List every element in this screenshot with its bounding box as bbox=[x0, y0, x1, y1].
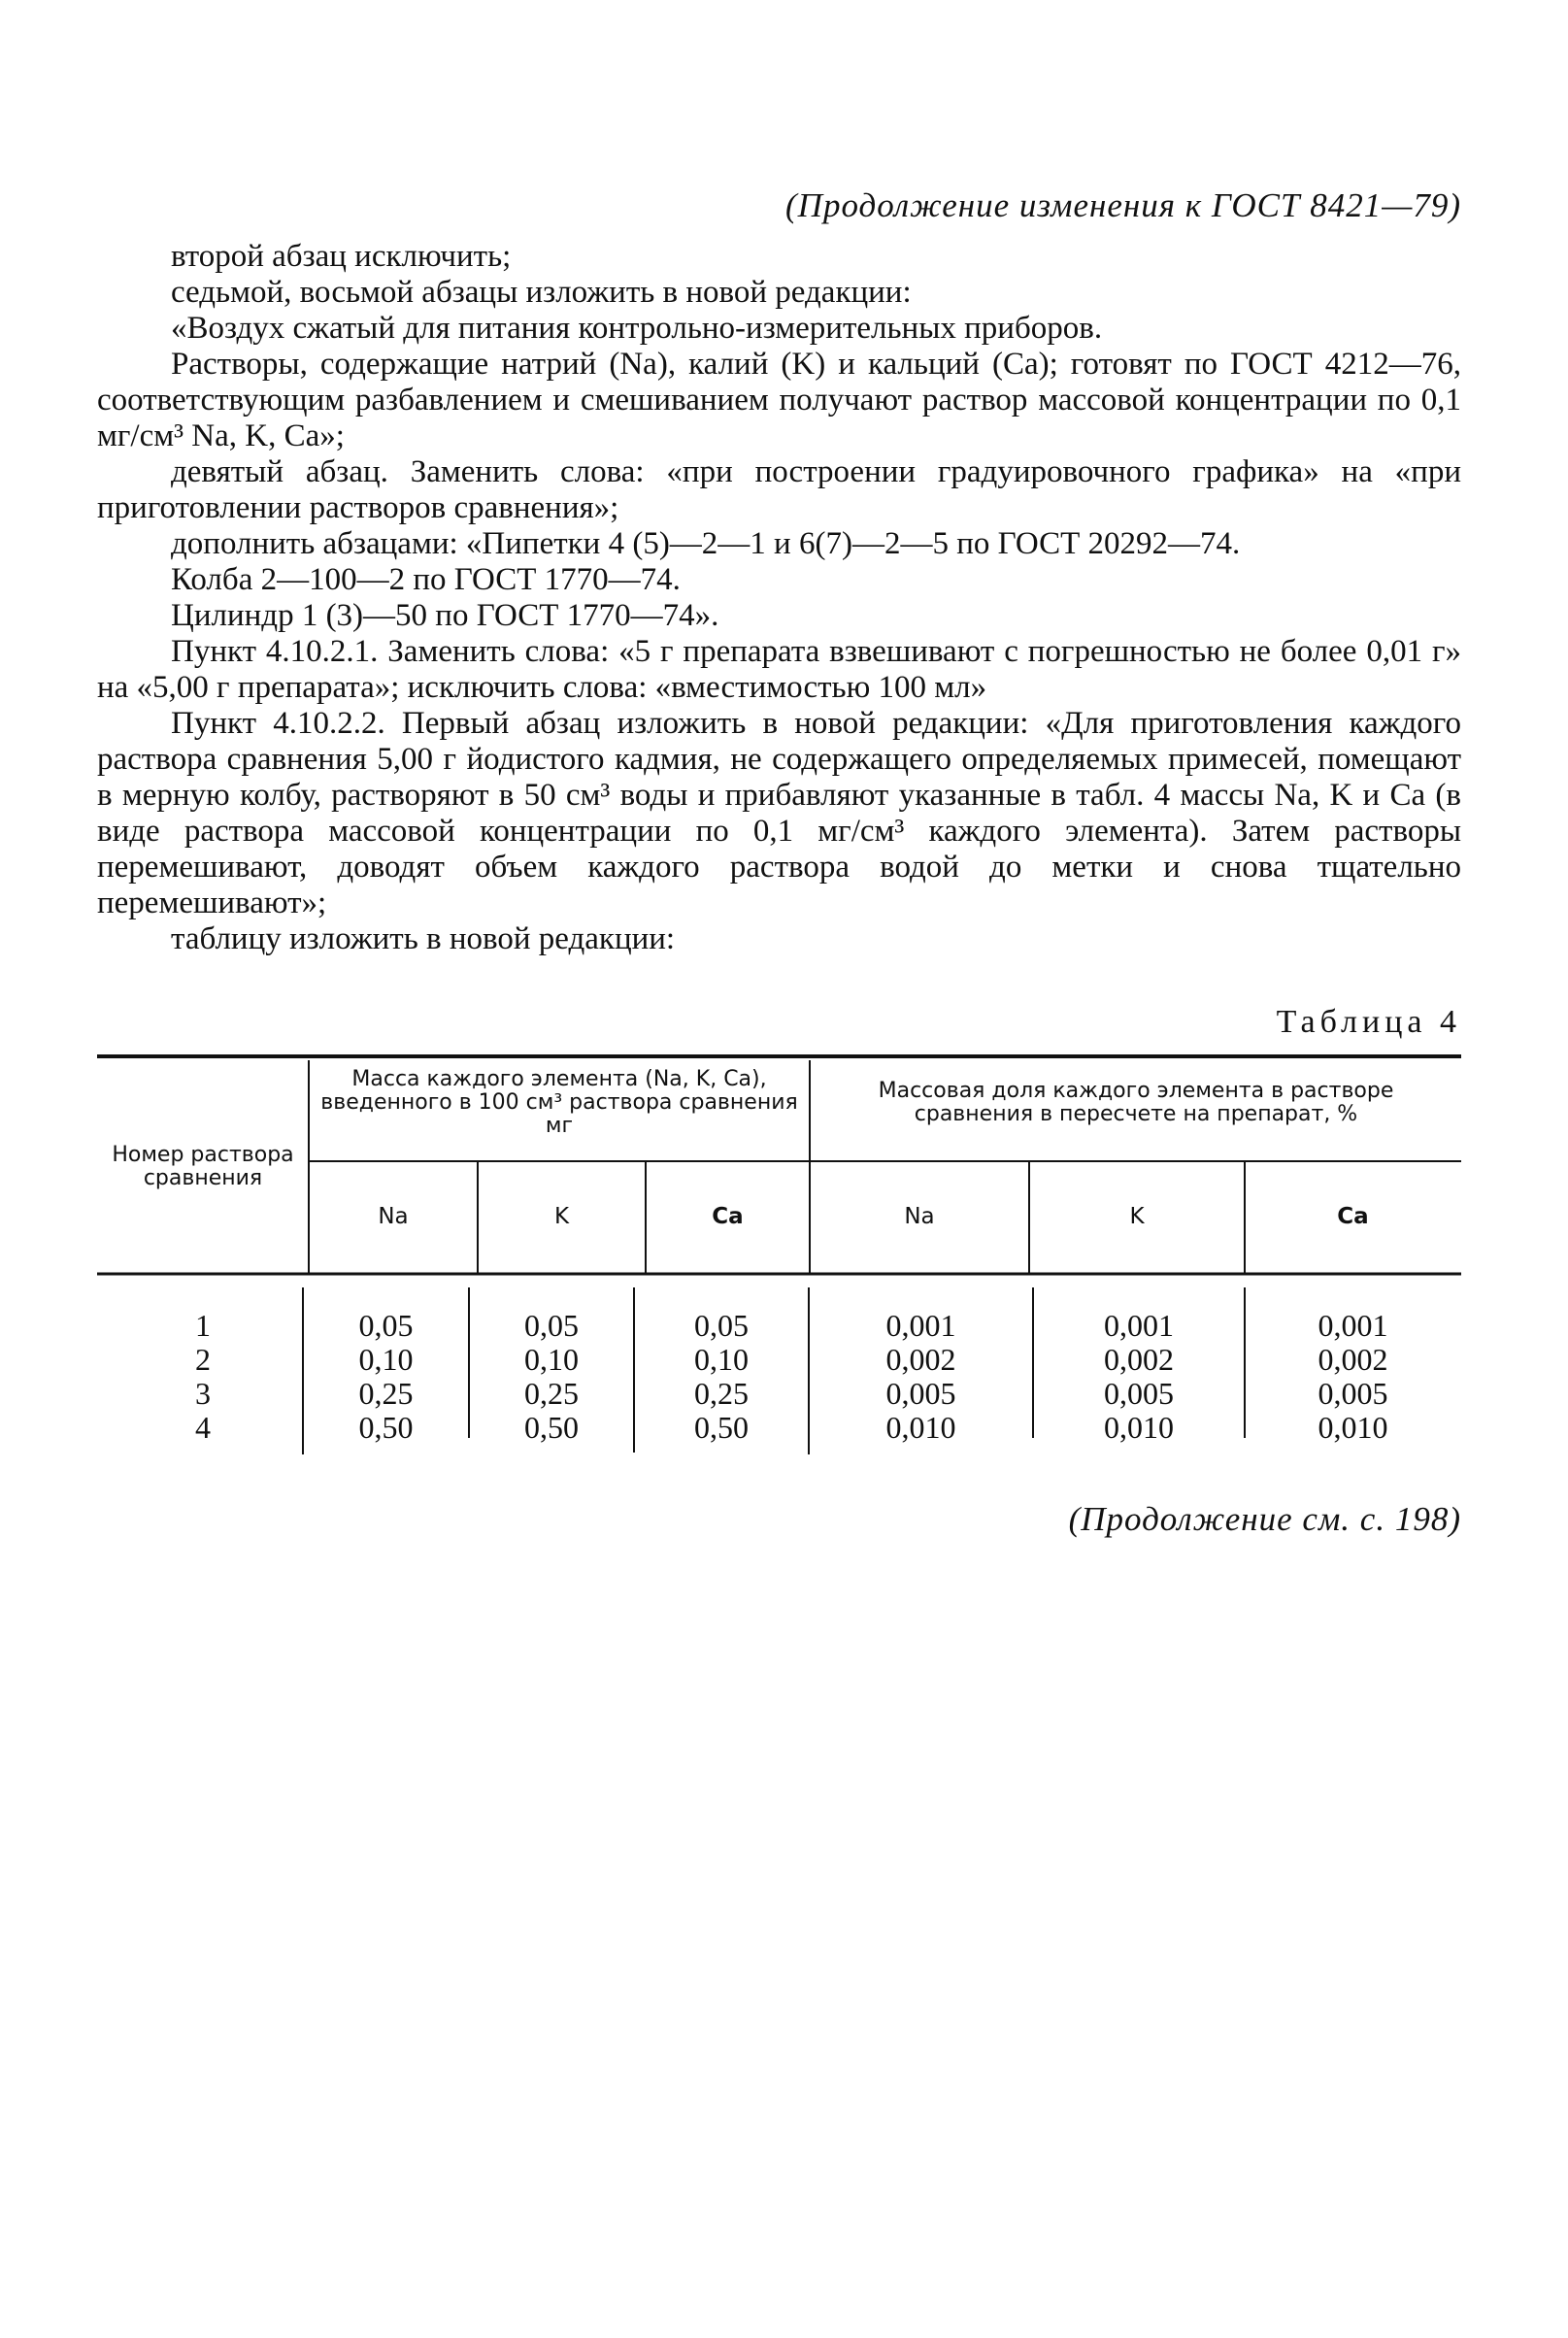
table-cell: 0,001 bbox=[1104, 1308, 1174, 1343]
header-mass-group: Масса каждого элемента (Na, K, Ca), введенного в 100 см³ раствора сравнения мг bbox=[320, 1067, 798, 1138]
table-row-number: 2 bbox=[195, 1342, 211, 1377]
page-header: (Продолжение изменения к ГОСТ 8421—79) bbox=[785, 186, 1461, 224]
header-number: Номер раствора сравнения bbox=[112, 1143, 294, 1190]
paragraph-2: седьмой, восьмой абзацы изложить в новой редакции: bbox=[171, 275, 912, 310]
table-row-number: 4 bbox=[195, 1410, 211, 1445]
table-4 bbox=[97, 1054, 1461, 1472]
table-cell: 0,05 bbox=[524, 1308, 579, 1343]
table-cell: 0,002 bbox=[1104, 1342, 1174, 1377]
table-cell: 0,25 bbox=[524, 1376, 579, 1411]
subheader-mass-na: Na bbox=[378, 1204, 409, 1229]
table-cell: 0,002 bbox=[1318, 1342, 1388, 1377]
table-cell: 0,25 bbox=[694, 1376, 749, 1411]
table-cell: 0,002 bbox=[885, 1342, 956, 1377]
table-cell: 0,010 bbox=[1318, 1410, 1388, 1445]
table-row-number: 1 bbox=[195, 1308, 211, 1343]
table-cell: 0,010 bbox=[885, 1410, 956, 1445]
paragraph-9: Пункт 4.10.2.1. Заменить слова: «5 г препарата взвешивают с погрешностью не более 0,01 г» на «5,00 г препарата»; исключить слова: «вместимостью 100 мл» bbox=[97, 634, 1461, 705]
subheader-mass-ca: Ca bbox=[712, 1204, 744, 1229]
paragraph-10: Пункт 4.10.2.2. Первый абзац изложить в новой редакции: «Для приготовления каждого раствора сравнения 5,00 г йодистого кадмия, не содержащего определяемых примесей, помещают в мерную колбу, растворяют в 50 см³ воды и прибавляют указанные в табл. 4 массы Na, K и Ca (в виде раствора массовой концентрации по 0,1 мг/см³ каждого элемента). Затем растворы перемешивают, доводят объем каждого раствора водой до метки и снова тщательно перемешивают»; bbox=[97, 706, 1461, 920]
table-row-number: 3 bbox=[195, 1376, 211, 1411]
table-cell: 0,50 bbox=[358, 1410, 414, 1445]
page-footer: (Продолжение см. с. 198) bbox=[1068, 1500, 1461, 1538]
table-cell: 0,001 bbox=[885, 1308, 956, 1343]
table-cell: 0,50 bbox=[694, 1410, 749, 1445]
body-text bbox=[97, 239, 1461, 957]
table-cell: 0,50 bbox=[524, 1410, 579, 1445]
table-cell: 0,10 bbox=[694, 1342, 749, 1377]
table-caption: Таблица 4 bbox=[1276, 1004, 1461, 1040]
paragraph-3: «Воздух сжатый для питания контрольно-измерительных приборов. bbox=[171, 311, 1103, 346]
paragraph-1: второй абзац исключить; bbox=[171, 239, 512, 274]
subheader-fraction-k: K bbox=[1129, 1204, 1145, 1229]
table-cell: 0,005 bbox=[1104, 1376, 1174, 1411]
table-cell: 0,10 bbox=[524, 1342, 579, 1377]
header-fraction-group: Массовая доля каждого элемента в растворе сравнения в пересчете на препарат, % bbox=[878, 1079, 1394, 1126]
paragraph-5: девятый абзац. Заменить слова: «при построении градуировочного графика» на «при приготовлении растворов сравнения»; bbox=[97, 454, 1461, 525]
subheader-mass-k: K bbox=[553, 1204, 570, 1229]
paragraph-7: Колба 2—100—2 по ГОСТ 1770—74. bbox=[171, 562, 681, 597]
paragraph-8: Цилиндр 1 (3)—50 по ГОСТ 1770—74». bbox=[171, 598, 719, 633]
table-cell: 0,005 bbox=[1318, 1376, 1388, 1411]
paragraph-11: таблицу изложить в новой редакции: bbox=[171, 921, 676, 956]
subheader-fraction-na: Na bbox=[904, 1204, 935, 1229]
paragraph-4: Растворы, содержащие натрий (Na), калий (K) и кальций (Ca); готовят по ГОСТ 4212—76, соответствующим разбавлением и смешиванием получают раствор массовой концентрации по 0,1 мг/см³ Na, K, Ca»; bbox=[97, 347, 1461, 453]
table-cell: 0,010 bbox=[1104, 1410, 1174, 1445]
subheader-fraction-ca: Ca bbox=[1337, 1204, 1369, 1229]
table-cell: 0,25 bbox=[358, 1376, 414, 1411]
paragraph-6: дополнить абзацами: «Пипетки 4 (5)—2—1 и 6(7)—2—5 по ГОСТ 20292—74. bbox=[171, 526, 1241, 561]
table-cell: 0,05 bbox=[694, 1308, 749, 1343]
table-cell: 0,001 bbox=[1318, 1308, 1388, 1343]
table-cell: 0,05 bbox=[358, 1308, 414, 1343]
table-cell: 0,005 bbox=[885, 1376, 956, 1411]
table-cell: 0,10 bbox=[358, 1342, 414, 1377]
